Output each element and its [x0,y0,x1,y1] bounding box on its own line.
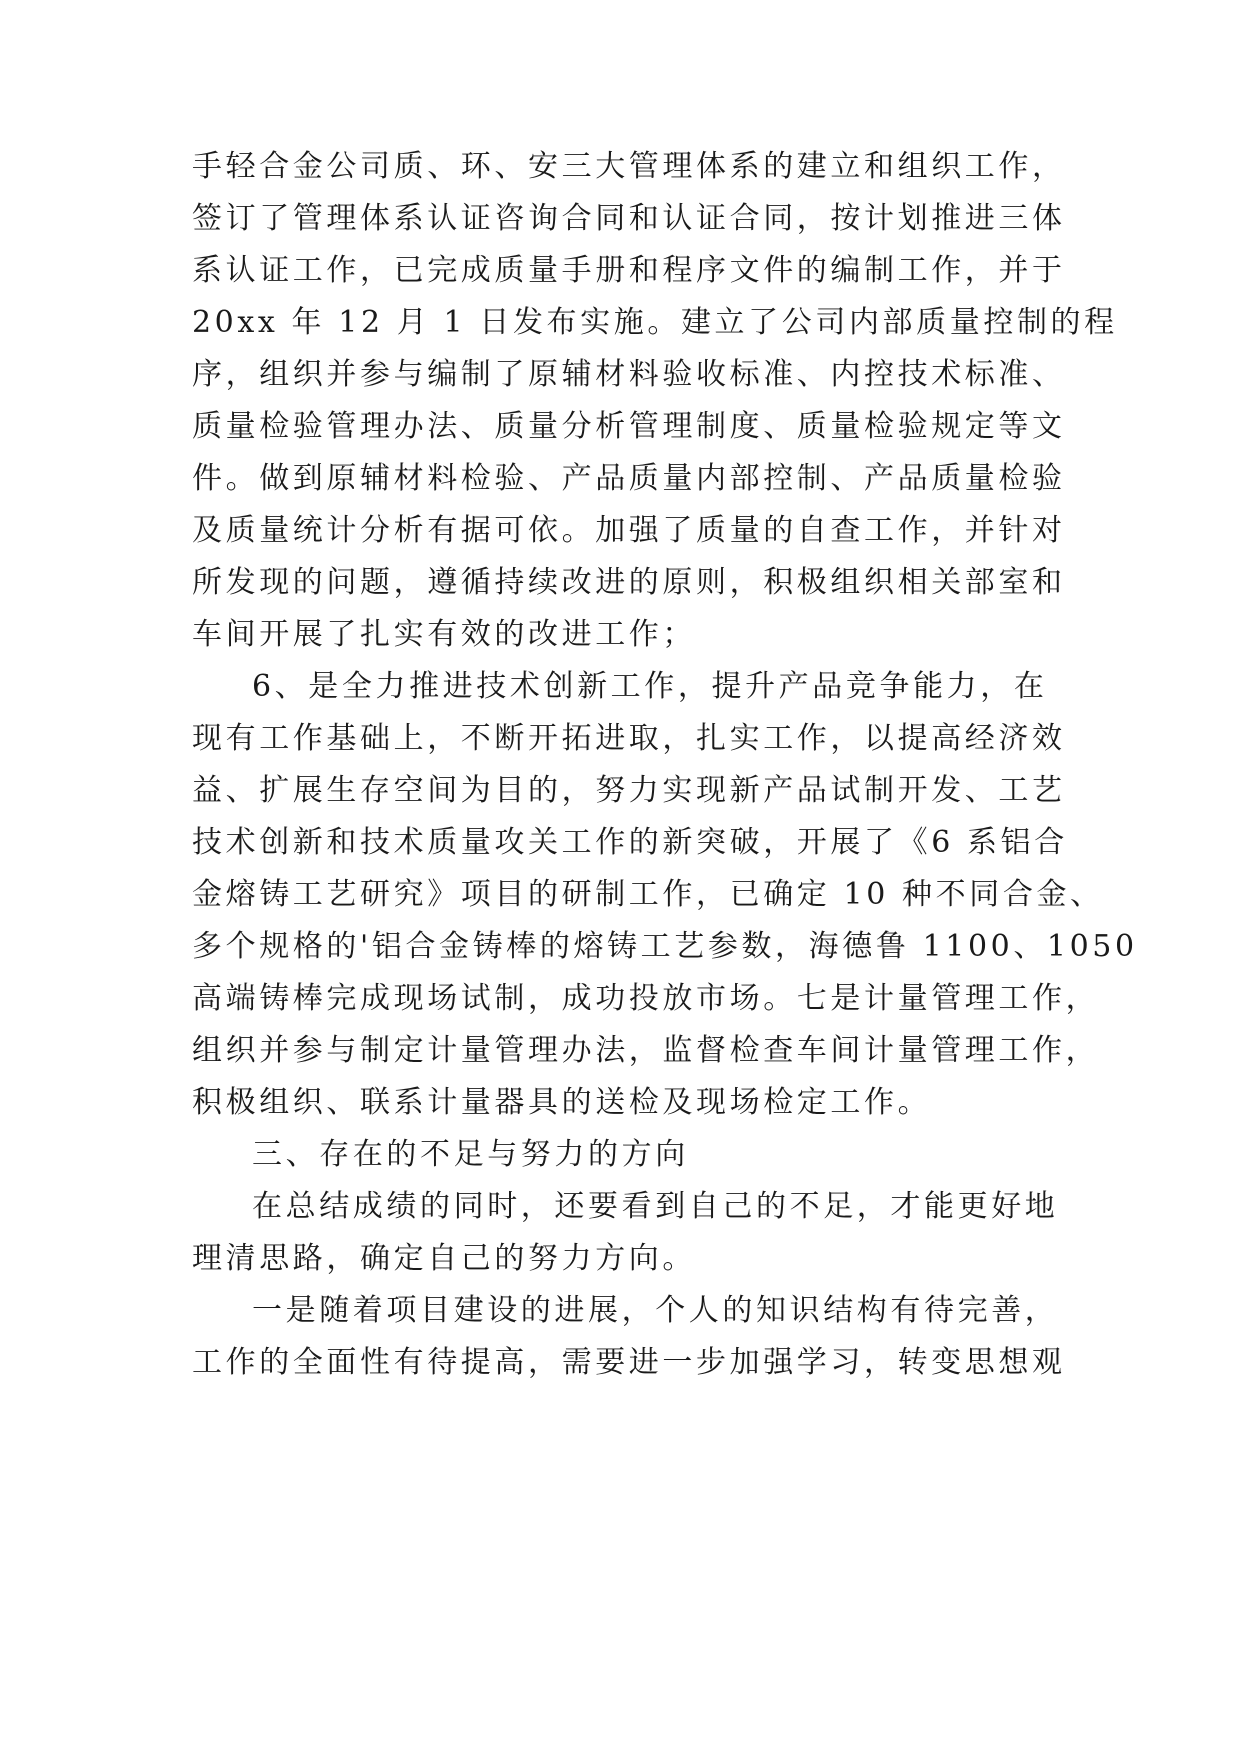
text-line: 手轻合金公司质、环、安三大管理体系的建立和组织工作， [192,149,1066,184]
text-line: 现有工作基础上，不断开拓进取，扎实工作，以提高经济效 [192,721,1066,756]
text-line: 一是随着项目建设的进展，个人的知识结构有待完善， [252,1293,1059,1328]
text-line: 多个规格的'铝合金铸棒的熔铸工艺参数，海德鲁 1100、1050 [192,929,1138,964]
text-line: 及质量统计分析有据可依。加强了质量的自查工作，并针对 [192,513,1066,548]
text-line: 技术创新和技术质量攻关工作的新突破，开展了《6 系铝合 [192,825,1068,860]
text-line: 系认证工作，已完成质量手册和程序文件的编制工作，并于 [192,253,1066,288]
text-line: 件。做到原辅材料检验、产品质量内部控制、产品质量检验 [192,461,1066,496]
text-line: 序，组织并参与编制了原辅材料验收标准、内控技术标准、 [192,357,1066,392]
text-line: 车间开展了扎实有效的改进工作； [192,617,696,652]
text-line: 在总结成绩的同时，还要看到自己的不足，才能更好地 [252,1189,1059,1224]
text-line: 组织并参与制定计量管理办法，监督检查车间计量管理工作， [192,1033,1100,1068]
text-line: 理清思路，确定自己的努力方向。 [192,1241,696,1276]
text-line: 工作的全面性有待提高，需要进一步加强学习，转变思想观 [192,1345,1066,1380]
text-line: 益、扩展生存空间为目的，努力实现新产品试制开发、工艺 [192,773,1066,808]
text-line: 签订了管理体系认证咨询合同和认证合同，按计划推进三体 [192,201,1066,236]
text-line: 质量检验管理办法、质量分析管理制度、质量检验规定等文 [192,409,1066,444]
section-heading: 三、存在的不足与努力的方向 [252,1137,689,1172]
text-line: 20xx 年 12 月 1 日发布实施。建立了公司内部质量控制的程 [192,305,1118,340]
text-line: 6、是全力推进技术创新工作，提升产品竞争能力，在 [252,669,1048,704]
text-line: 所发现的问题，遵循持续改进的原则，积极组织相关部室和 [192,565,1066,600]
text-line: 金熔铸工艺研究》项目的研制工作，已确定 10 种不同合金、 [192,877,1104,912]
text-line: 积极组织、联系计量器具的送检及现场检定工作。 [192,1085,932,1120]
text-line: 高端铸棒完成现场试制，成功投放市场。七是计量管理工作， [192,981,1100,1016]
